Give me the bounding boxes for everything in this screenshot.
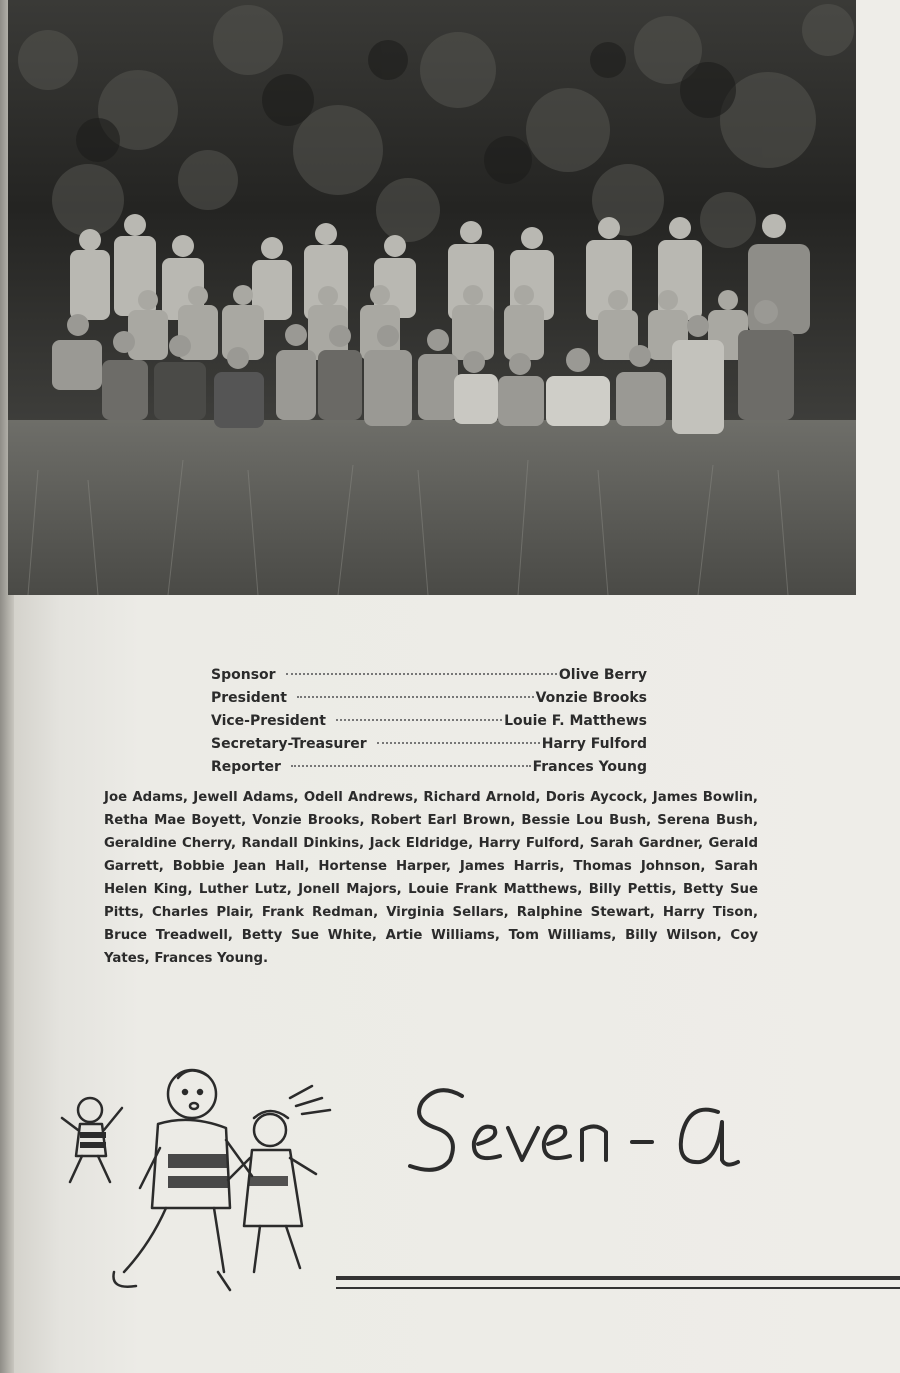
class-officers-list	[211, 664, 647, 779]
officer-row-vice-president	[211, 710, 647, 733]
leader-dots	[377, 742, 540, 744]
officer-role: Reporter	[211, 759, 281, 775]
officer-name: Frances Young	[532, 759, 647, 775]
officer-role: President	[211, 690, 287, 706]
officer-role: Secretary-Treasurer	[211, 736, 367, 752]
section-title-seven-a	[400, 1072, 840, 1192]
leader-dots	[336, 719, 502, 721]
title-underline-thin	[336, 1287, 900, 1289]
class-members-paragraph: Joe Adams, Jewell Adams, Odell Andrews, Richard Arnold, Doris Aycock, James Bowlin, Retha Mae Boyett, Vonzie Brooks, Robert Earl Brown, Bessie Lou Bush, Serena Bush, Geraldine Cherry, Randall Dinkins, Jack Eldridge, Harry Fulford, Sarah Gardner, Gerald Garrett, Bobbie Jean Hall, Hortense Harper, James Harris, Thomas Johnson, Sarah Helen King, Luther Lutz, Jonell Majors, Louie Frank Matthews, Billy Pettis, Betty Sue Pitts, Charles Plair, Frank Redman, Virginia Sellars, Ralphine Stewart, Harry Tison, Bruce Treadwell, Betty Sue White, Artie Williams, Tom Williams, Billy Wilson, Coy Yates, Frances Young.	[104, 790, 758, 966]
officer-row-president	[211, 687, 647, 710]
officer-name: Louie F. Matthews	[504, 713, 647, 729]
leader-dots	[286, 673, 557, 675]
officer-row-sponsor	[211, 664, 647, 687]
leader-dots	[291, 765, 531, 767]
title-underline-thick	[336, 1276, 900, 1280]
officer-role: Vice-President	[211, 713, 326, 729]
running-children-cartoon	[40, 1058, 340, 1296]
cartoon-illustration	[40, 1058, 340, 1296]
officer-name: Harry Fulford	[541, 736, 647, 752]
officer-row-secretary-treasurer	[211, 733, 647, 756]
class-group-photo	[8, 0, 856, 595]
officer-name: Olive Berry	[558, 667, 647, 683]
script-title-art	[400, 1072, 840, 1192]
photo-illustration	[8, 0, 856, 595]
officer-name: Vonzie Brooks	[535, 690, 647, 706]
officer-role: Sponsor	[211, 667, 276, 683]
leader-dots	[297, 696, 534, 698]
officer-row-reporter	[211, 756, 647, 779]
